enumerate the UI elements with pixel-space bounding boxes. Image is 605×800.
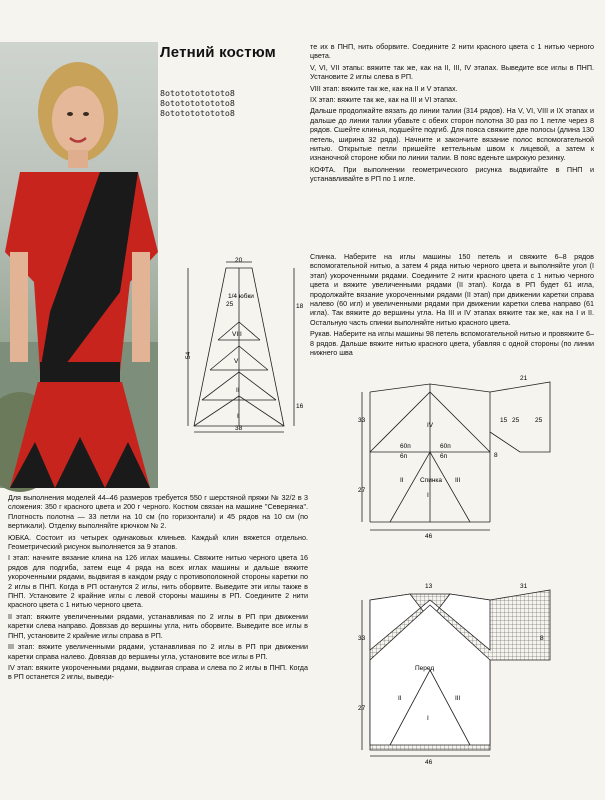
skirt-diagram	[185, 257, 304, 433]
svg-text:V: V	[234, 358, 239, 365]
svg-text:31: 31	[520, 583, 528, 590]
svg-text:18: 18	[296, 303, 304, 310]
svg-text:46: 46	[425, 759, 433, 766]
svg-text:20: 20	[235, 257, 243, 264]
svg-text:I: I	[237, 413, 239, 420]
svg-text:I: I	[427, 492, 429, 499]
svg-text:1/4 юбки: 1/4 юбки	[228, 293, 254, 300]
svg-text:16: 16	[296, 403, 304, 410]
svg-text:VIII: VIII	[232, 331, 242, 338]
svg-text:25: 25	[535, 417, 543, 424]
svg-text:21: 21	[520, 375, 528, 382]
article-title: Летний костюм	[160, 44, 276, 61]
svg-text:54: 54	[185, 351, 192, 359]
svg-text:60п: 60п	[400, 443, 411, 450]
svg-text:6п: 6п	[440, 453, 448, 460]
svg-text:15: 15	[500, 417, 508, 424]
crochet-chart: 8ototototototo8 8ototototototo8 8ototototototo8	[160, 88, 235, 118]
svg-text:33: 33	[358, 417, 366, 424]
svg-text:III: III	[455, 695, 461, 702]
model-photo	[0, 42, 158, 488]
svg-text:I: I	[427, 715, 429, 722]
svg-text:II: II	[236, 387, 240, 394]
svg-text:8: 8	[494, 452, 498, 459]
svg-text:25: 25	[512, 417, 520, 424]
svg-text:25: 25	[226, 301, 234, 308]
svg-text:27: 27	[358, 487, 366, 494]
svg-text:38: 38	[235, 425, 243, 432]
svg-text:IV: IV	[427, 422, 434, 429]
svg-text:33: 33	[358, 635, 366, 642]
svg-text:II: II	[400, 477, 404, 484]
svg-text:II: II	[398, 695, 402, 702]
svg-text:III: III	[455, 477, 461, 484]
svg-text:Спинка: Спинка	[420, 477, 443, 484]
svg-text:13: 13	[425, 583, 433, 590]
bottom-text: Для выполнения моделей 44–46 размеров требуется 550 г шерстяной пряжи № 32/2 в 3 сложения: 350 г красного цвета и 200 г черного. Костюм связан на машине "Северянка". Плотность полотна — 33 петли на 10 см (по горизонтали) и 45 рядов на 10 см (по вертикали). Отделку выполняйте крючком № 2. ЮБКА. Состоит из четырех одинаковых клиньев. Каждый клин вяжется отдельно. Геометрический рисунок выполняется за 9 этапов. I этап: начните вязание клина на 126 иглах машины. Свяжите нитью черного цвета 16 рядов для подгиба, затем еще 4 ряда на всех иглах машины и дальше вяжите укороченными рядами, выдвигая в каждом ряду с противоположной стороны каретки по 2 иглы в ПНП. Когда в РП останутся 2 иглы, нить оборвите. Выведите эти иглы также в ПНП. Установите 2 крайние иглы с левой стороны машины в РП. Соедините 2 нити красного цвета с 1 нитью черного цвета. II этап: вяжите увеличенными рядами, устанавливая по 2 иглы в РП при движении каретки слева направо. Довязав до вершины угла, нить оборвите. Выведите все иглы в ПНП, установите 2 крайние иглы справа в РП. III этап: вяжите увеличенными рядами, устанавливая по 2 иглы в РП при движении каретки справа налево. Довязав до вершины угла, установите все иглы в РП. IV этап: вяжите укороченными рядами, выдвигая справа и слева по 2 иглы в ПНП. Когда в РП останется 2 иглы, выведи-	[8, 493, 308, 682]
svg-text:8: 8	[540, 635, 544, 642]
svg-text:6п: 6п	[400, 453, 408, 460]
svg-text:Перед: Перед	[415, 665, 435, 672]
svg-text:60п: 60п	[440, 443, 451, 450]
right-column-text-b: Спинка. Наберите на иглы машины 150 петель и свяжите 6–8 рядов вспомогательной нитью, а затем 4 ряда нитью черного цвета и выполняйте угол (I этап) укороченными рядами. Соедините 2 нити красного цвета с 1 нитью черного цвета и вяжите увеличенными рядами (II этап). Когда в РП будет 61 игла, продолжайте вязание укороченными рядами (II этап) при движении каретки справа налево (60 игл) и увеличенными рядами при движении каретки слева направо (61 игла). Так вяжите до вершины угла. На III и IV этапах вяжите так же, как на I и II. Остальную часть спинки выполняйте нитью красного цвета. Рукав. Наберите на иглы машины 98 петель вспомогательной нитью и провяжите 6–8 рядов. Дальше вяжите нитью красного цвета, убавляя с одной стороны (по линии нижнего шва	[310, 252, 594, 358]
right-column-text: те их в ПНП, нить оборвите. Соедините 2 нити красного цвета с 1 нитью черного цвета. V, VI, VII этапы: вяжите так же, как на II, III, IV этапах. Выведите все иглы в ПНП. Установите 2 иглы слева в РП. VIII этап: вяжите так же, как на II и V этапах. IX этап: вяжите так же, как на III и VI этапах. Дальше продолжайте вязать до линии талии (314 рядов). На V, VI, VIII и IX этапах и дальше до линии талии убавьте с обеих сторон полотна 30 раз по 1 петле через 8 рядов. Сшейте клинья, подшейте подгиб. Для пояса свяжите две полосы (длина 130 петель, ширина 32 ряда). Начните и закончите вязание полос вспомогательной нитью. Открытые петли пришейте кеттельным швом к лицевой, а затем к изнаночной стороне юбки по линии талии. В пояс вденьте широкую резинку. КОФТА. При выполнении геометрического рисунка выдвигайте в ПНП и устанавливайте в РП по 1 игле.	[310, 42, 594, 184]
front-diagram	[360, 580, 560, 765]
svg-text:46: 46	[425, 533, 433, 540]
svg-text:27: 27	[358, 705, 366, 712]
back-diagram	[360, 372, 560, 542]
